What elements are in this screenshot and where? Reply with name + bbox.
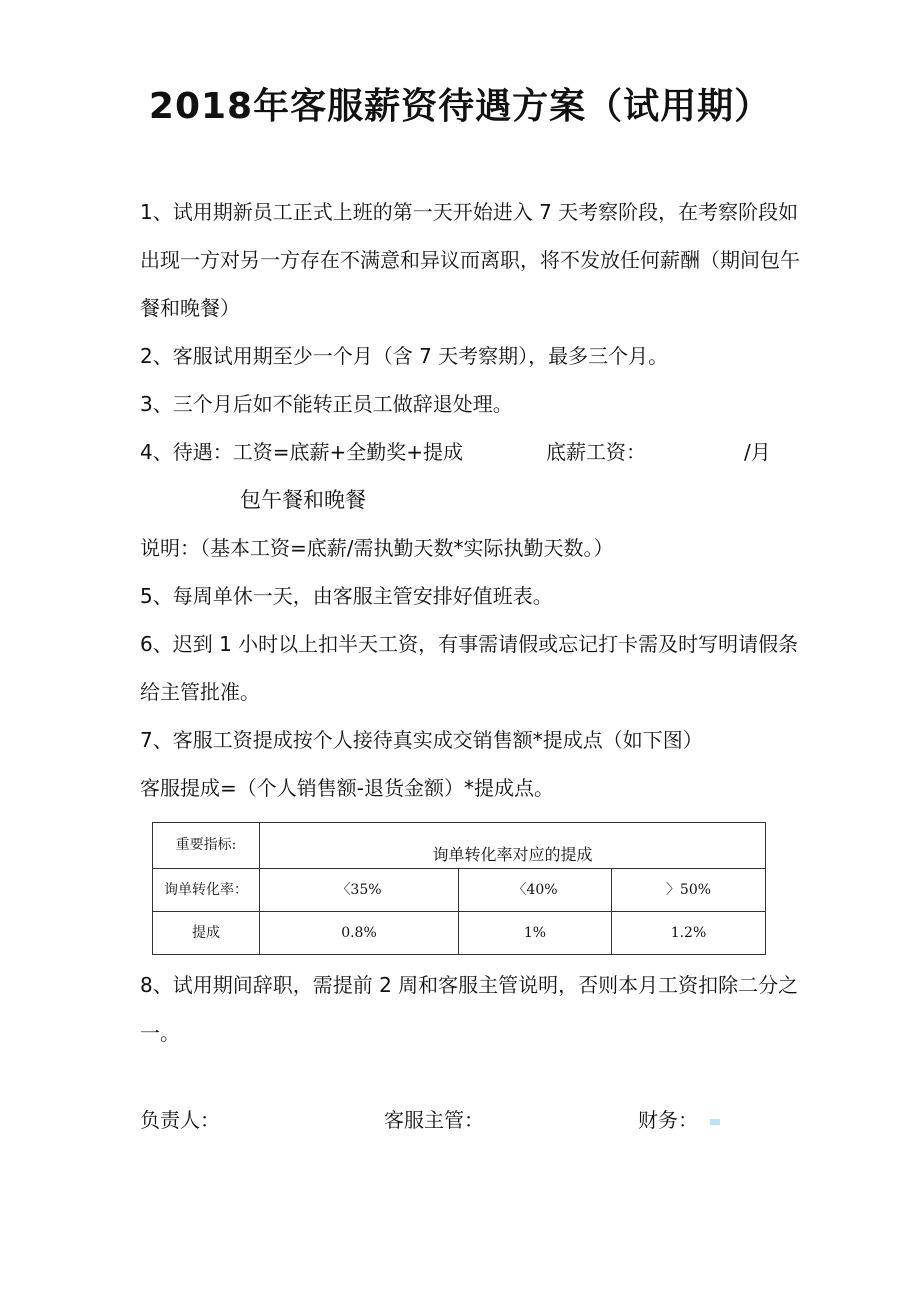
- item-5: 5、每周单休一天，由客服主管安排好值班表。: [140, 584, 553, 608]
- item-6: 6、迟到 1 小时以上扣半天工资，有事需请假或忘记打卡需及时写明请假条给主管批准。: [140, 632, 799, 704]
- item-4-meals: 包午餐和晚餐: [240, 488, 366, 512]
- signature-supervisor: 客服主管：: [384, 1108, 484, 1132]
- item-4-base-salary-label: 底薪工资：: [546, 440, 646, 464]
- commission-table: [152, 822, 766, 955]
- table-row: [153, 823, 766, 869]
- table-cell: 〉50%: [612, 869, 766, 912]
- table-cell-label: 提成: [153, 912, 260, 955]
- signature-finance: 财务：: [638, 1108, 698, 1132]
- commission-table-wrap: [152, 822, 800, 955]
- item-8: 8、试用期间辞职，需提前 2 周和客服主管说明，否则本月工资扣除二分之一。: [140, 973, 799, 1045]
- table-cell: 1.2%: [612, 912, 766, 955]
- table-cell: 〈35%: [260, 869, 459, 912]
- item-7-formula: 客服提成=（个人销售额-退货金额）*提成点。: [140, 776, 554, 800]
- item-2: 2、客服试用期至少一个月（含 7 天考察期），最多三个月。: [140, 344, 669, 368]
- signature-responsible: 负责人：: [140, 1108, 220, 1132]
- table-cell: 0.8%: [260, 912, 459, 955]
- item-7: 7、客服工资提成按个人接待真实成交销售额*提成点（如下图）: [140, 728, 703, 752]
- table-row: [153, 912, 766, 955]
- item-4-salary-formula: 4、待遇：工资=底薪+全勤奖+提成: [140, 440, 463, 464]
- small-mark-icon: [710, 1119, 720, 1125]
- table-cell: 〈40%: [459, 869, 612, 912]
- table-cell: 1%: [459, 912, 612, 955]
- table-cell-label: 询单转化率：: [153, 869, 260, 912]
- item-3: 3、三个月后如不能转正员工做辞退处理。: [140, 392, 513, 416]
- page-title: 2018年客服薪资待遇方案（试用期）: [148, 86, 772, 127]
- document-body: [140, 188, 800, 1057]
- item-4-per-month: /月: [744, 440, 771, 464]
- salary-note: 说明：（基本工资=底薪/需执勤天数*实际执勤天数。）: [140, 536, 614, 560]
- signature-finance-group: [638, 1096, 720, 1144]
- table-row: [153, 869, 766, 912]
- table-header-indicator: 重要指标:: [153, 823, 260, 869]
- item-4: [140, 428, 800, 476]
- item-1: 1、试用期新员工正式上班的第一天开始进入 7 天考察阶段，在考察阶段如出现一方对另一方存在不满意和异议而离职，将不发放任何薪酬（期间包午餐和晚餐）: [140, 200, 800, 320]
- table-header-commission: 询单转化率对应的提成: [260, 823, 766, 869]
- signature-line: [140, 1096, 800, 1144]
